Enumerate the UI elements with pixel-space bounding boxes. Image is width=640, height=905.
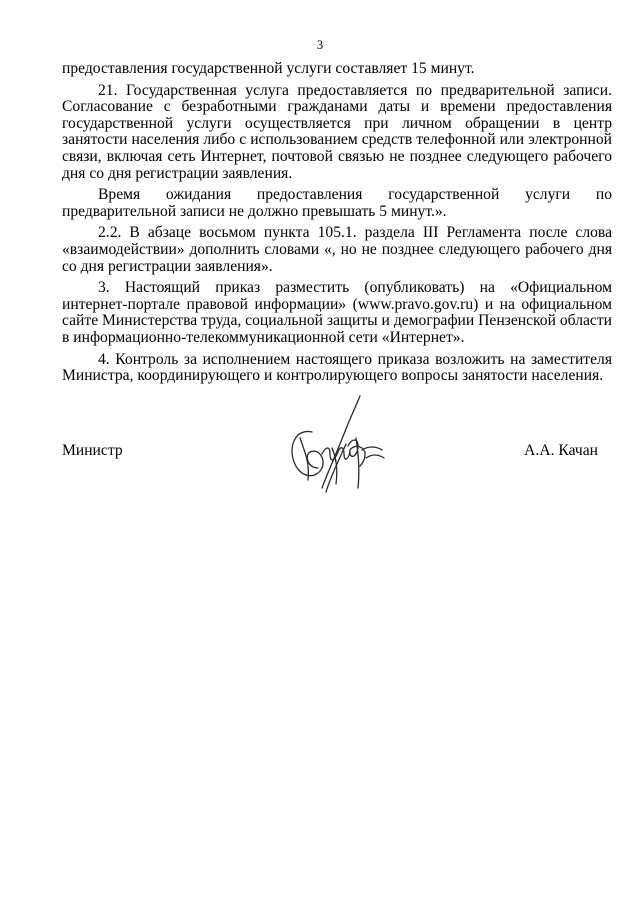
signer-name: А.А. Качан [524, 442, 598, 459]
document-body [62, 61, 612, 385]
paragraph-waiting-time: Время ожидания предоставления государственной услуги по предварительной записи не должно превышать 5 минут.». [62, 186, 612, 220]
paragraph-item-21: 21. Государственная услуга предоставляется по предварительной записи. Согласование с безработными гражданами даты и времени предоставления государственной услуги осуществляется при личном обращении в центр занятости населения либо с использованием средств телефонной или электронной связи, включая сеть Интернет, почтовой связью не позднее следующего рабочего дня со дня регистрации заявления. [62, 81, 612, 182]
page-number: 3 [316, 38, 324, 52]
handwritten-signature-icon [282, 388, 390, 500]
paragraph-item-4: 4. Контроль за исполнением настоящего приказа возложить на заместителя Министра, координирующего и контролирующего вопросы занятости населения. [62, 350, 612, 385]
paragraph-item-2-2: 2.2. В абзаце восьмом пункта 105.1. раздела III Регламента после слова «взаимодействии» дополнить словами «, но не позднее следующего рабочего дня со дня регистрации заявления». [62, 224, 612, 275]
paragraph-continuation: предоставления государственной услуги составляет 15 минут. [62, 60, 475, 77]
paragraph-item-3: 3. Настоящий приказ разместить (опубликовать) на «Официальном интернет-портале правовой информации» (www.pravo.gov.ru) и на официальном сайте Министерства труда, социальной защиты и демографии Пензенской области в информационно-телекоммуникационной сети «Интернет». [62, 279, 612, 346]
signer-title: Министр [62, 442, 123, 459]
